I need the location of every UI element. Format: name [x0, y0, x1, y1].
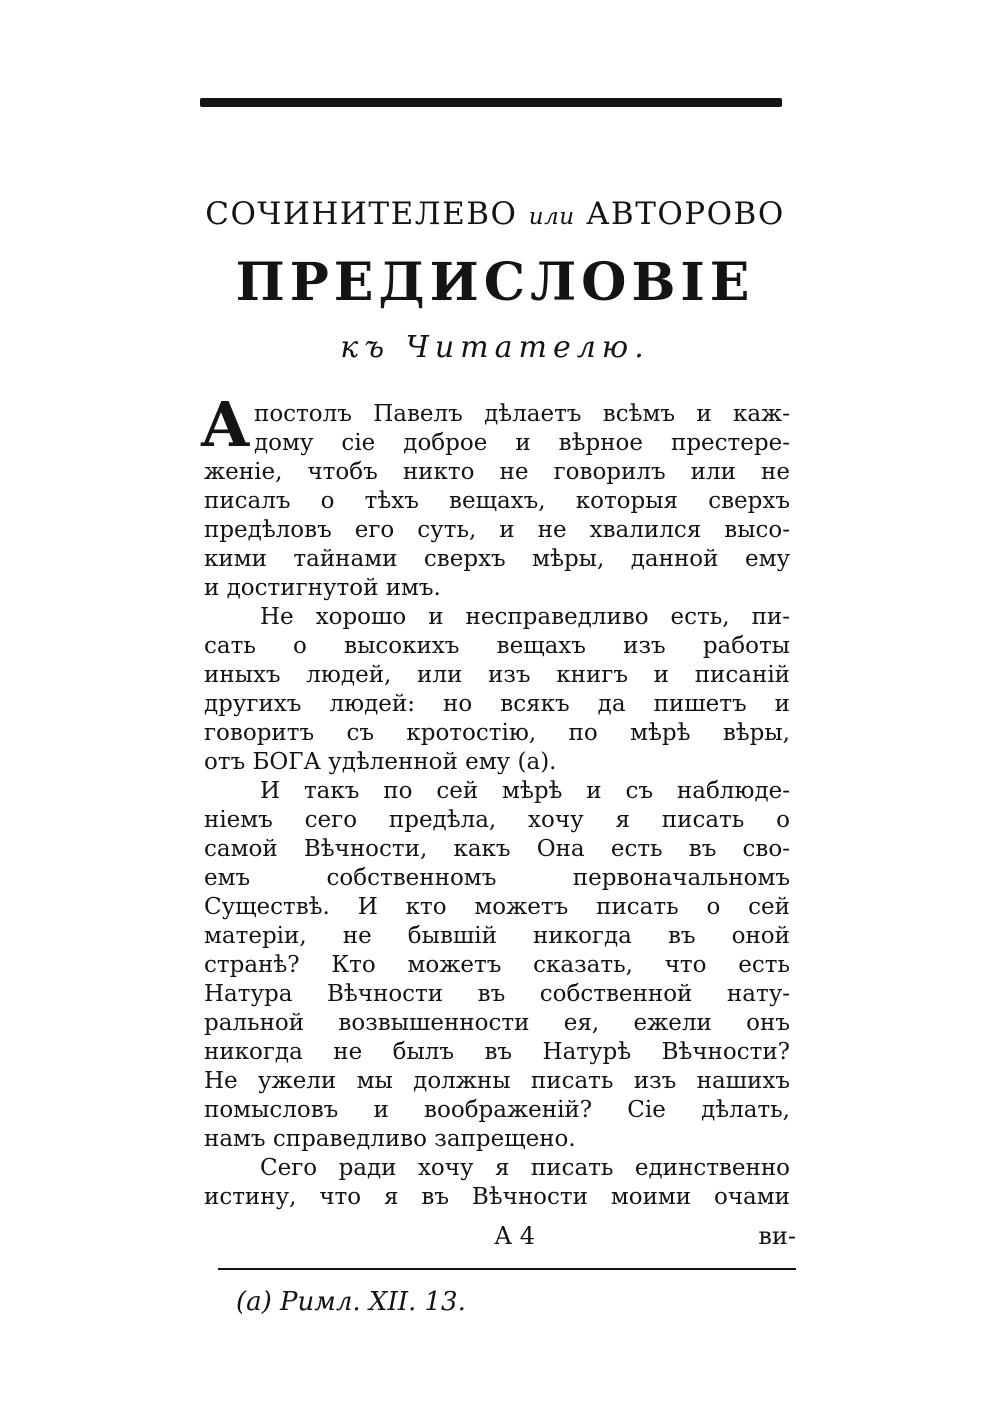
text-line: Не хорошо и несправедливо есть, пи-: [260, 604, 790, 630]
text-line: постолъ Павелъ дѣлаетъ всѣмъ и каж-: [254, 401, 790, 427]
footnote: (а) Римл. XII. 13.: [236, 1287, 466, 1317]
text-line: кими тайнами сверхъ мѣры, данной ему: [204, 546, 790, 572]
text-line: Сего ради хочу я писать единственно: [260, 1155, 790, 1181]
text-line: отъ БОГА удѣленной ему (а).: [204, 749, 557, 775]
text-line: матеріи, не бывшій никогда въ оной: [204, 923, 790, 949]
text-line: ніемъ сего предѣла, хочу я писать о: [204, 807, 790, 833]
page-footer-row: [204, 1222, 796, 1252]
text-line: писалъ о тѣхъ вещахъ, которыя сверхъ: [204, 488, 790, 514]
text-line: странѣ? Кто можетъ сказать, что есть: [204, 952, 790, 978]
text-line: Существѣ. И кто можетъ писать о сей: [204, 894, 790, 920]
fourth-paragraph: [204, 1154, 790, 1212]
text-line: Натура Вѣчности въ собственной нату-: [204, 981, 790, 1007]
text-line: сать о высокихъ вещахъ изъ работы: [204, 633, 790, 659]
text-line: самой Вѣчности, какъ Она есть въ сво-: [204, 836, 790, 862]
footnote-rule: [218, 1268, 796, 1270]
text-line: Не ужели мы должны писать изъ нашихъ: [204, 1068, 790, 1094]
signature-mark: А 4: [494, 1222, 536, 1250]
page-title: ПРЕДИСЛОВІЕ: [235, 252, 755, 313]
text-line: дому сіе доброе и вѣрное престере-: [254, 430, 790, 456]
top-ornamental-rule: [200, 98, 782, 107]
page-subtitle: къ Читателю.: [340, 330, 650, 365]
text-line: женіе, чтобъ никто не говорилъ или не: [204, 459, 790, 485]
drop-cap: А: [200, 388, 251, 461]
text-line: истину, что я въ Вѣчности моими очами: [204, 1184, 790, 1210]
text-line: и достигнутой имъ.: [204, 575, 441, 601]
text-line: И такъ по сей мѣрѣ и съ наблюде-: [260, 778, 790, 804]
third-paragraph: [204, 777, 790, 1154]
second-paragraph: [204, 603, 790, 777]
text-line: говоритъ съ кротостію, по мѣрѣ вѣры,: [204, 720, 790, 746]
text-line: емъ собственномъ первоначальномъ: [204, 865, 790, 891]
heading-connector: или: [528, 204, 575, 230]
body-text: [200, 388, 790, 1212]
catchword: ви-: [758, 1222, 796, 1250]
text-line: помысловъ и воображеній? Сіе дѣлать,: [204, 1097, 790, 1123]
text-line: другихъ людей: но всякъ да пишетъ и: [204, 691, 790, 717]
text-line: ральной возвышенности ея, ежели онъ: [204, 1010, 790, 1036]
text-line: предѣловъ его суть, и не хвалился высо-: [204, 517, 790, 543]
first-paragraph: [200, 388, 790, 603]
heading-author-line: [200, 196, 790, 232]
text-line: иныхъ людей, или изъ книгъ и писаній: [204, 662, 790, 688]
heading-word-1: СОЧИНИТЕЛЕВО: [205, 196, 518, 232]
heading-word-2: АВТОРОВО: [585, 196, 785, 232]
text-line: намъ справедливо запрещено.: [204, 1126, 576, 1152]
text-line: никогда не былъ въ Натурѣ Вѣчности?: [204, 1039, 790, 1065]
